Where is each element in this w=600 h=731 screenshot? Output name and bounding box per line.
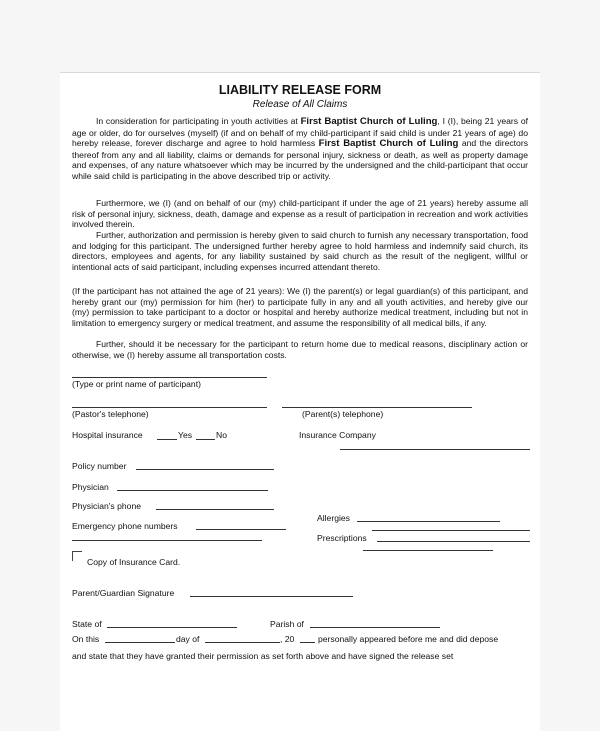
- day-of-label: day of: [176, 634, 200, 644]
- insurance-yes-label: Yes: [178, 430, 193, 440]
- insurance-yes-blank[interactable]: [157, 439, 177, 440]
- participant-name-line[interactable]: [72, 377, 267, 378]
- emergency-numbers-label: Emergency phone numbers: [72, 521, 178, 531]
- closing-text: and state that they have granted their permission as set forth above and have signed the release set: [72, 651, 454, 661]
- insurance-no-blank[interactable]: [196, 439, 215, 440]
- insurance-no-label: No: [216, 430, 227, 440]
- emergency-numbers-line[interactable]: [196, 529, 286, 530]
- paragraph-transport: [72, 339, 528, 360]
- parish-label: Parish of: [270, 619, 304, 629]
- paragraph-assume-risk: [72, 198, 528, 230]
- paragraph-authorization: [72, 230, 528, 272]
- signature-label: Parent/Guardian Signature: [72, 588, 175, 598]
- physician-phone-line[interactable]: [156, 509, 274, 510]
- church-name-2: First Baptist Church of Luling: [318, 138, 459, 150]
- physician-line[interactable]: [117, 490, 268, 491]
- p4-text: (If the participant has not attained the age of 21 years): We (I) the parent(s) or legal guardian(s) of this participant, and hereby grant our (my) permission for him (her) to participate fully in any and all youth activities, and hereby give our (my) permission to take participant to a doctor or hospital and hereby authorize medical treatment, including but not in limitation to emergency surgery or medical treatment, and assume the responsibility of all medical bills, if any.: [72, 286, 528, 328]
- allergies-line[interactable]: [357, 521, 500, 522]
- hospital-insurance-label: Hospital insurance: [72, 430, 143, 440]
- pastor-phone-line[interactable]: [72, 407, 267, 408]
- physician-phone-label: Physician's phone: [72, 501, 142, 511]
- insurance-company-label: Insurance Company: [299, 430, 376, 440]
- policy-number-line[interactable]: [136, 469, 274, 470]
- on-this-label: On this: [72, 634, 100, 644]
- policy-number-label: Policy number: [72, 461, 127, 471]
- p1-text-c: and the directors thereof from any and all liability, claims or demands for personal injury, sickness or death, as well as property damage and expenses, of any nature whatsoever which may be incurred by the undersigned and the child-participant that occur while said child is participating in the above described trip or activity.: [72, 138, 528, 181]
- state-line[interactable]: [107, 627, 237, 628]
- p1-text-a: In consideration for participating in youth activities at: [96, 116, 298, 126]
- prescriptions-line[interactable]: [377, 541, 530, 542]
- p2-text: Furthermore, we (I) (and on behalf of our (my) child-participant if under the age of 21 years) hereby assume all risk of personal injury, sickness, death, damage and expense as a result of participation in recreation and work activities involved therein.: [72, 198, 528, 230]
- form-title: LIABILITY RELEASE FORM: [218, 83, 382, 97]
- form-subtitle: Release of All Claims: [252, 99, 348, 110]
- insurance-company-line[interactable]: [340, 449, 530, 450]
- parent-phone-line[interactable]: [282, 407, 472, 408]
- emergency-numbers-line-2[interactable]: [72, 540, 262, 541]
- prescriptions-line-2[interactable]: [363, 550, 493, 551]
- church-name: First Baptist Church of Luling: [300, 116, 438, 127]
- pastor-phone-label: (Pastor's telephone): [72, 409, 149, 419]
- insurance-card-checkbox[interactable]: [72, 551, 82, 561]
- signature-line[interactable]: [190, 596, 353, 597]
- p3-text: Further, authorization and permission is hereby given to said church to furnish any necessary transportation, food and lodging for this participant. The undersigned further hereby agree to hold harmless and indemnify said church, its directors, employees and agents, for any liability sustained by said church as the result of the negligent, willful or intentional acts of said participant, including expenses incurred attendant thereto.: [72, 230, 528, 272]
- day-number-line[interactable]: [105, 642, 175, 643]
- parish-line[interactable]: [310, 627, 440, 628]
- form-page: [60, 72, 540, 731]
- p1-text-b: , I (I), being 21 years of age or older, do for ourselves (myself) (if and on behalf of my child-participant if said child is under 21 years of age) do hereby release, forever discharge and agree to hold harmless: [72, 116, 529, 149]
- parent-phone-label: (Parent(s) telephone): [302, 409, 384, 419]
- year-label: , 20: [280, 634, 295, 644]
- participant-label: (Type or print name of participant): [72, 379, 201, 389]
- paragraph-guardian: [72, 286, 528, 328]
- prescriptions-label: Prescriptions: [317, 533, 367, 543]
- appeared-text: personally appeared before me and did depose: [318, 634, 499, 644]
- allergies-label: Allergies: [317, 513, 350, 523]
- year-line[interactable]: [300, 642, 315, 643]
- allergies-line-2[interactable]: [372, 530, 530, 531]
- p5-text: Further, should it be necessary for the participant to return home due to medical reasons, disciplinary action or otherwise, we (I) hereby assume all transportation costs.: [72, 339, 528, 360]
- insurance-card-label: Copy of Insurance Card.: [87, 557, 181, 567]
- state-label: State of: [72, 619, 102, 629]
- month-line[interactable]: [205, 642, 280, 643]
- paragraph-release: [72, 116, 528, 182]
- physician-label: Physician: [72, 482, 109, 492]
